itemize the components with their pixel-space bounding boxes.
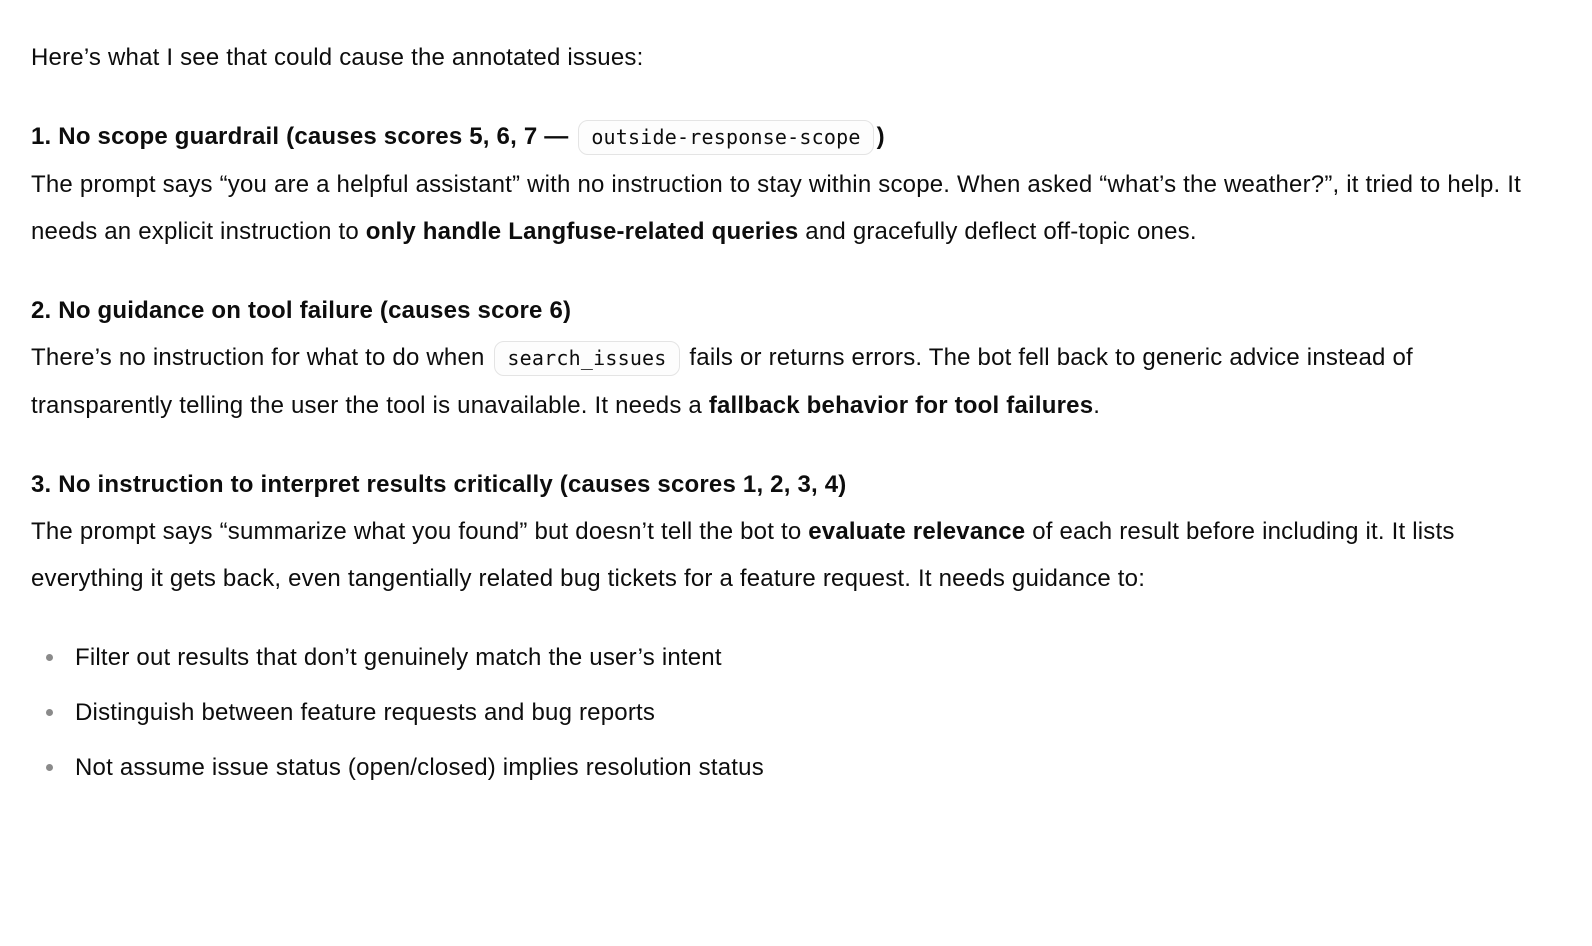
inline-code: search_issues — [494, 341, 679, 376]
list-item — [31, 744, 1536, 791]
bold-text: only handle Langfuse-related queries — [365, 218, 799, 245]
guidance-bullet-list — [31, 634, 1536, 791]
section-heading — [31, 471, 847, 498]
list-item — [31, 689, 1536, 736]
bullet-icon — [46, 764, 53, 771]
bullet-icon — [46, 709, 53, 716]
section-paragraph-interpret-results — [31, 461, 1536, 602]
list-item-text: Filter out results that don’t genuinely match the user’s intent — [75, 644, 722, 671]
section-paragraph-tool-failure — [31, 287, 1536, 429]
section-paragraph-scope-guardrail — [31, 113, 1536, 255]
body-text: ) — [876, 123, 885, 150]
body-text: The prompt says “you are a helpful assistant” with no instruction to stay within scope. When asked “what’s the weather?”, it tried to help. It needs an explicit instruction to — [31, 171, 1521, 245]
section-heading — [31, 297, 571, 324]
inline-code: outside-response-scope — [578, 120, 873, 155]
body-text: of each result before including it. It lists everything it gets back, even tangentially related bug tickets for a feature request. It needs guidance to: — [31, 518, 1455, 592]
body-text: and gracefully deflect off-topic ones. — [798, 218, 1197, 245]
body-text: The prompt says “summarize what you found” but doesn’t tell the bot to — [31, 518, 809, 545]
list-item — [31, 634, 1536, 681]
bold-text: evaluate relevance — [808, 518, 1026, 545]
body-text: 1. No scope guardrail (causes scores 5, 6, 7 — — [31, 123, 576, 150]
body-text: 3. No instruction to interpret results critically (causes scores 1, 2, 3, 4) — [31, 471, 847, 498]
section-heading — [31, 123, 885, 150]
body-text: 2. No guidance on tool failure (causes score 6) — [31, 297, 572, 324]
bold-text: fallback behavior for tool failures — [708, 392, 1094, 419]
body-text: There’s no instruction for what to do when — [31, 344, 492, 371]
assistant-response — [0, 34, 1592, 791]
intro-paragraph: Here’s what I see that could cause the annotated issues: — [31, 44, 644, 71]
bullet-icon — [46, 654, 53, 661]
body-text: . — [1093, 392, 1101, 419]
body-text: fails or returns errors. The bot fell back to generic advice instead of transparently telling the user the tool is unavailable. It needs a — [31, 344, 1413, 419]
list-item-text: Distinguish between feature requests and bug reports — [75, 699, 656, 726]
list-item-text: Not assume issue status (open/closed) implies resolution status — [75, 754, 764, 781]
